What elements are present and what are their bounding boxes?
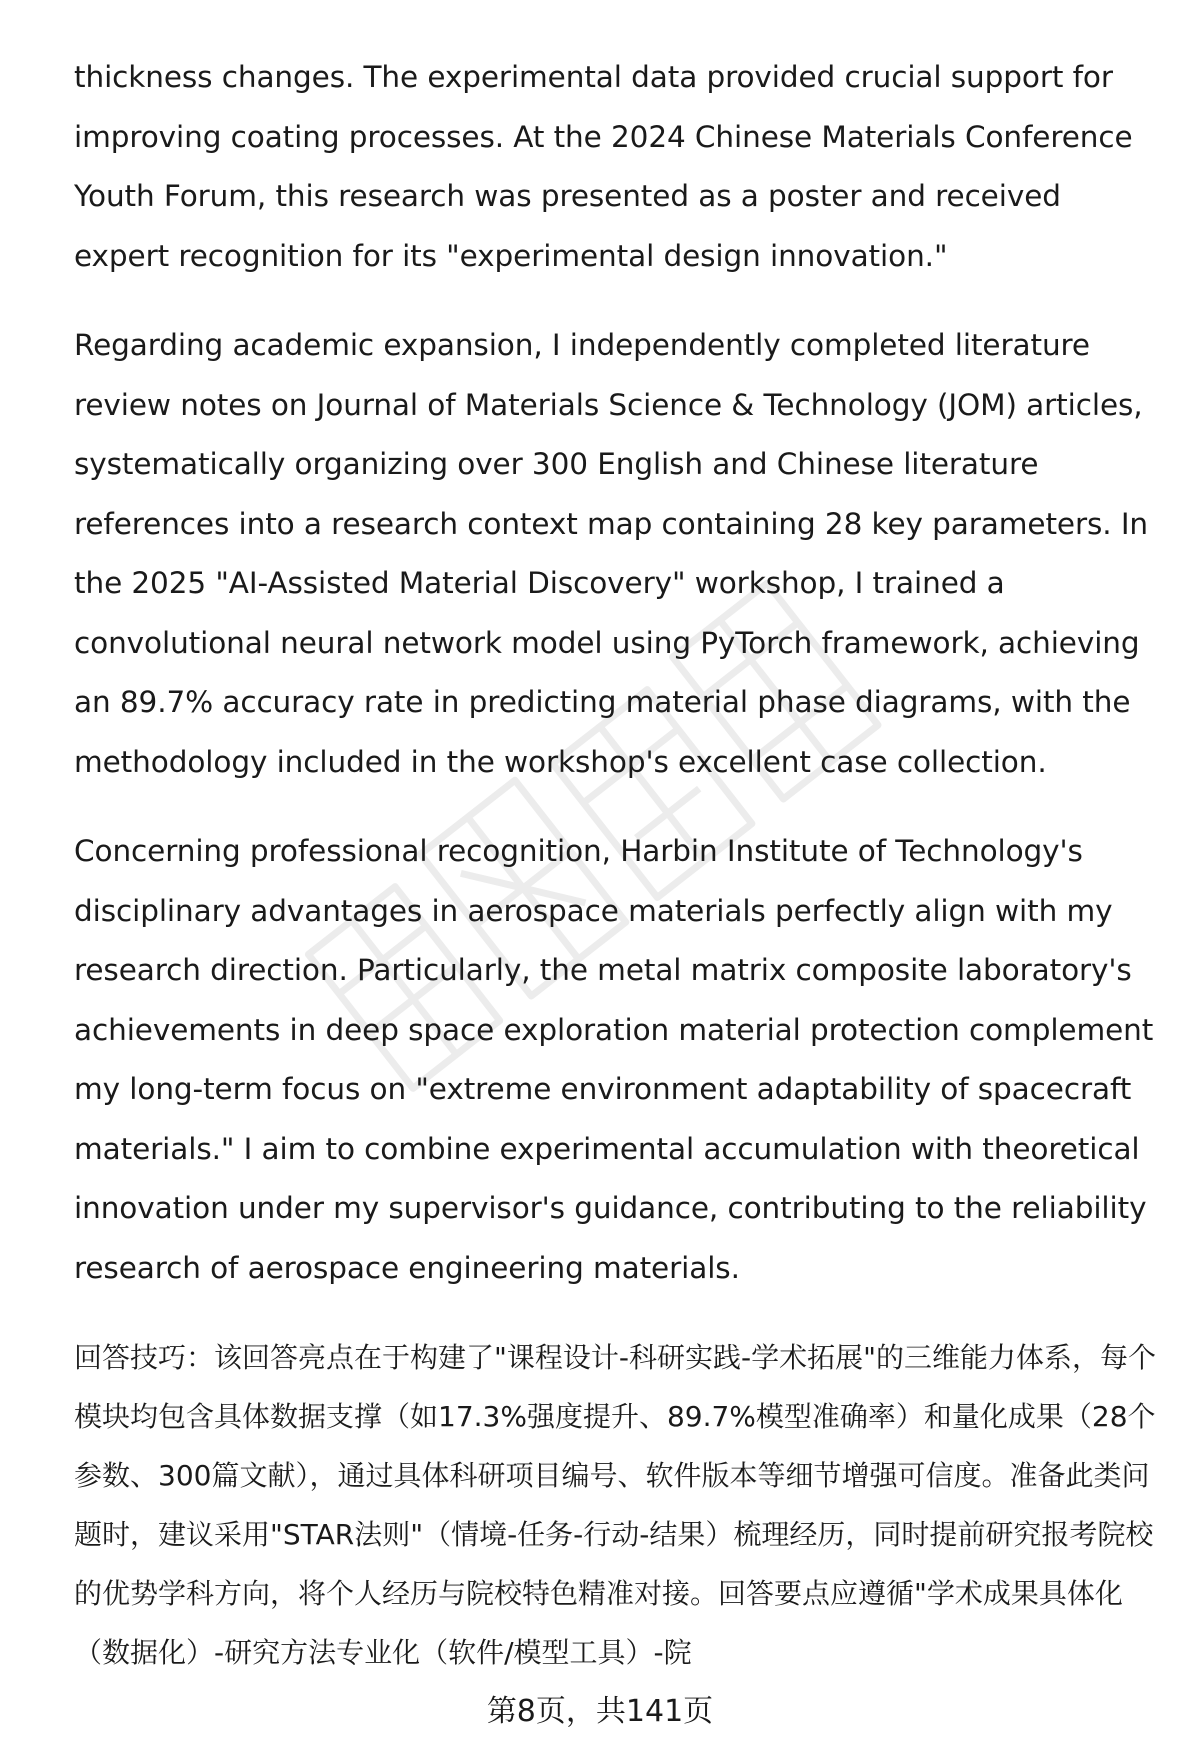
body-paragraph: thickness changes. The experimental data provided crucial support for improving coating processes. At the 2024 Chinese Materials Conference Youth Forum, this research was presented as a poster and received expert recognition for its "experimental design innovation.": [74, 60, 1133, 273]
body-paragraph: Concerning professional recognition, Harbin Institute of Technology's disciplinary advantages in aerospace materials perfectly align with my research direction. Particularly, the metal matrix composite laboratory's achievements in deep space exploration material protection complement my long-term focus on "extreme environment adaptability of spacecraft materials." I aim to combine experimental accumulation with theoretical innovation under my supervisor's guidance, contributing to the reliability research of aerospace engineering materials.: [74, 834, 1154, 1285]
answer-tip-paragraph: 回答技巧：该回答亮点在于构建了"课程设计-科研实践-学术拓展"的三维能力体系，每个模块均包含具体数据支撑（如17.3%强度提升、89.7%模型准确率）和量化成果（28个参数、300篇文献），通过具体科研项目编号、软件版本等细节增强可信度。准备此类问题时，建议采用"STAR法则"（情境-任务-行动-结果）梳理经历，同时提前研究报考院校的优势学科方向，将个人经历与院校特色精准对接。回答要点应遵循"学术成果具体化（数据化）-研究方法专业化（软件/模型工具）-院: [74, 1341, 1156, 1669]
page-number-footer: 第8页，共141页: [0, 1692, 1200, 1732]
body-paragraph: Regarding academic expansion, I independently completed literature review notes on Journal of Materials Science & Technology (JOM) articles, systematically organizing over 300 English and Chinese literature references into a research context map containing 28 key parameters. In the 2025 "AI-Assisted Material Discovery" workshop, I trained a convolutional neural network model using PyTorch framework, achieving an 89.7% accuracy rate in predicting material phase diagrams, with the methodology included in the workshop's excellent case collection.: [74, 328, 1149, 779]
